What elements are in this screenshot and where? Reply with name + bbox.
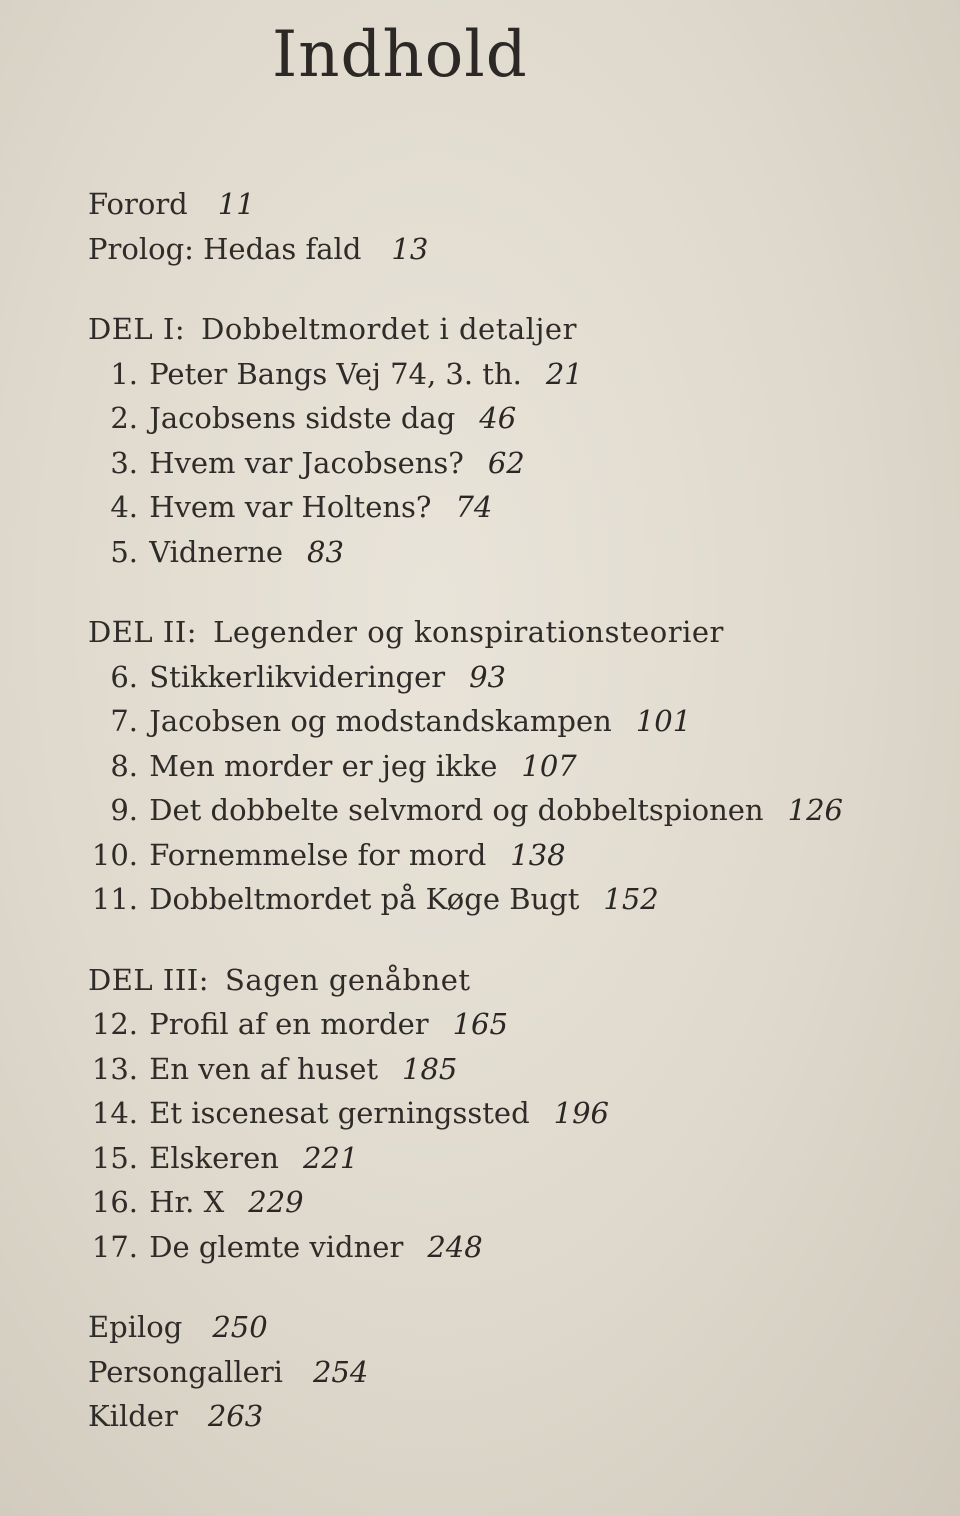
chapter-title: Fornemmelse for mord: [149, 837, 487, 872]
chapter-page: 248: [427, 1229, 483, 1264]
chapter-entry: [88, 1225, 928, 1270]
chapter-title: En ven af huset: [149, 1051, 379, 1086]
toc-entry-persongalleri: [88, 1350, 928, 1395]
chapter-page: 93: [469, 659, 507, 694]
part-heading: [88, 610, 928, 655]
chapter-title: Et iscenesat gerningssted: [149, 1096, 530, 1130]
part-title: Dobbeltmordet i detaljer: [201, 312, 577, 346]
chapter-entry: [88, 396, 928, 441]
chapter-page: 185: [402, 1051, 458, 1086]
chapter-number: 3.: [110, 445, 138, 480]
chapter-entry: [88, 1091, 928, 1136]
chapter-number: 11.: [91, 882, 138, 916]
chapter-number: 4.: [110, 490, 138, 524]
chapter-page: 165: [452, 1007, 508, 1041]
part-title: Legender og konspirationsteorier: [213, 615, 724, 649]
chapter-number: 8.: [110, 748, 138, 783]
chapter-page: 74: [455, 490, 493, 524]
entry-page: 254: [312, 1354, 369, 1389]
chapter-entry: [88, 655, 928, 700]
entry-page: 250: [212, 1310, 268, 1344]
chapter-title: Profil af en morder: [149, 1007, 429, 1041]
chapter-entry: [88, 1047, 928, 1092]
chapter-title: Hr. X: [149, 1185, 225, 1219]
part-heading: [88, 307, 928, 352]
front-matter: [88, 182, 928, 271]
entry-page: 13: [391, 231, 429, 266]
entry-label: Prolog: Hedas fald: [88, 231, 362, 266]
part-number: DEL III:: [88, 962, 210, 997]
chapter-number: 9.: [110, 793, 138, 827]
part-2: [88, 610, 928, 922]
toc-entry-forord: [88, 182, 928, 227]
toc-entry-epilog: [88, 1305, 928, 1350]
toc-entry-prolog: [88, 227, 928, 272]
chapter-title: Vidnerne: [149, 534, 284, 569]
chapter-entry: [88, 485, 928, 530]
chapter-title: Stikkerlikvideringer: [149, 659, 446, 694]
part-number: DEL I:: [88, 312, 186, 346]
chapter-number: 17.: [91, 1229, 138, 1264]
chapter-number: 6.: [110, 659, 138, 694]
chapter-entry: [88, 744, 928, 789]
chapter-entry: [88, 877, 928, 922]
entry-label: Kilder: [88, 1399, 178, 1433]
chapter-page: 196: [553, 1096, 609, 1130]
chapter-title: Dobbeltmordet på Køge Bugt: [149, 882, 580, 916]
chapter-entry: [88, 788, 928, 833]
chapter-entry: [88, 352, 928, 397]
chapter-title: Det dobbelte selvmord og dobbeltspionen: [149, 793, 764, 827]
chapter-title: De glemte vidner: [149, 1229, 404, 1264]
chapter-page: 138: [510, 837, 566, 872]
chapter-page: 21: [545, 356, 583, 391]
table-of-contents: [88, 182, 928, 1475]
chapter-entry: [88, 1180, 928, 1225]
entry-page: 11: [217, 187, 255, 221]
chapter-number: 7.: [110, 704, 138, 738]
chapter-title: Men morder er jeg ikke: [149, 748, 498, 783]
entry-label: Epilog: [88, 1310, 183, 1344]
page-title: Indhold: [272, 18, 528, 92]
chapter-title: Hvem var Holtens?: [149, 490, 432, 524]
part-title: Sagen genåbnet: [225, 962, 471, 997]
chapter-number: 15.: [91, 1140, 138, 1175]
chapter-entry: [88, 699, 928, 744]
chapter-page: 62: [487, 445, 525, 480]
chapter-entry: [88, 530, 928, 575]
entry-page: 263: [207, 1399, 264, 1433]
chapter-page: 221: [302, 1140, 359, 1175]
entry-label: Persongalleri: [88, 1354, 283, 1389]
part-heading: [88, 958, 928, 1003]
chapter-page: 229: [248, 1185, 304, 1219]
back-matter: [88, 1305, 928, 1439]
chapter-number: 14.: [91, 1096, 138, 1130]
part-number: DEL II:: [88, 615, 198, 649]
chapter-title: Elskeren: [149, 1140, 279, 1175]
chapter-entry: [88, 1002, 928, 1047]
toc-entry-kilder: [88, 1394, 928, 1439]
chapter-number: 16.: [91, 1185, 138, 1219]
part-3: [88, 958, 928, 1270]
chapter-title: Hvem var Jacobsens?: [149, 445, 464, 480]
chapter-page: 83: [307, 534, 344, 569]
chapter-entry: [88, 833, 928, 878]
chapter-title: Jacobsen og modstandskampen: [149, 704, 612, 738]
chapter-entry: [88, 441, 928, 486]
chapter-number: 10.: [91, 837, 138, 872]
chapter-page: 101: [635, 704, 692, 738]
chapter-page: 126: [787, 793, 843, 827]
chapter-title: Peter Bangs Vej 74, 3. th.: [149, 356, 522, 391]
entry-label: Forord: [88, 187, 188, 221]
chapter-page: 152: [603, 882, 659, 916]
chapter-number: 12.: [91, 1007, 138, 1041]
chapter-page: 107: [521, 748, 577, 783]
part-1: [88, 307, 928, 574]
chapter-number: 2.: [110, 401, 138, 435]
chapter-entry: [88, 1136, 928, 1181]
chapter-page: 46: [479, 401, 517, 435]
chapter-number: 5.: [110, 534, 138, 569]
chapter-number: 13.: [91, 1051, 138, 1086]
chapter-title: Jacobsens sidste dag: [149, 401, 456, 435]
chapter-number: 1.: [110, 356, 138, 391]
